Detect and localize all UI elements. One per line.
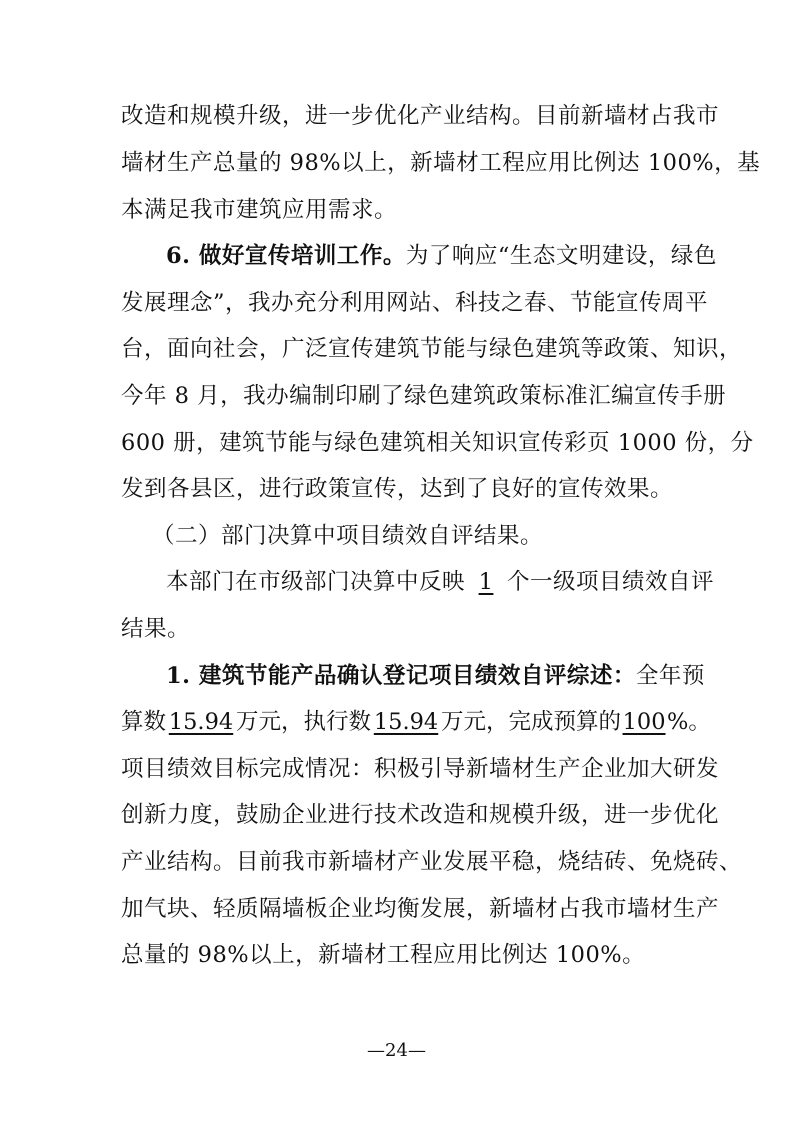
paragraph-4-heading: 1. 建筑节能产品确认登记项目绩效自评综述：	[166, 663, 636, 689]
completion-label: 万元，完成预算的	[441, 709, 622, 735]
paragraph-2-line-3: 台，面向社会，广泛宣传建筑节能与绿色建筑等政策、知识，	[121, 336, 743, 362]
paragraph-2-line-4: 今年 8 月，我办编制印刷了绿色建筑政策标准汇编宣传手册	[121, 383, 727, 409]
paragraph-4-line-6: 加气块、轻质隔墙板企业均衡发展，新墙材占我市墙材生产	[121, 896, 720, 922]
paragraph-4-line-1	[166, 661, 705, 691]
paragraph-3-line-2: 结果。	[121, 616, 191, 642]
paragraph-3-line-1	[166, 567, 715, 597]
paragraph-3-before: 本部门在市级部门决算中反映	[166, 569, 466, 595]
paragraph-2-heading: 6. 做好宣传培训工作。	[166, 243, 406, 269]
paragraph-3-after: 个一级项目绩效自评	[507, 569, 715, 595]
paragraph-4-line-7: 总量的 98%以上，新墙材工程应用比例达 100%。	[121, 942, 646, 968]
paragraph-4-line-3: 项目绩效目标完成情况：积极引导新墙材生产企业加大研发	[121, 756, 720, 782]
paragraph-1-line-3: 本满足我市建筑应用需求。	[121, 197, 398, 223]
paragraph-2-line-1	[166, 241, 717, 271]
page-number: —24—	[367, 1040, 426, 1061]
paragraph-4-line-1-rest: 全年预	[635, 663, 705, 689]
section-heading: （二）部门决算中项目绩效自评结果。	[152, 523, 544, 549]
paragraph-2-line-1-rest: 为了响应“生态文明建设，绿色	[405, 243, 717, 269]
paragraph-1-line-2: 墙材生产总量的 98%以上，新墙材工程应用比例达 100%，基	[121, 150, 761, 176]
completion-percent-value: 100	[622, 709, 666, 735]
budget-label: 算数	[121, 709, 167, 735]
project-count-value: 1	[478, 569, 494, 595]
paragraph-2-line-2: 发展理念”，我办充分利用网站、科技之春、节能宣传周平	[121, 290, 709, 316]
executed-label: 万元，执行数	[236, 709, 372, 735]
executed-value: 15.94	[373, 709, 439, 735]
budget-value: 15.94	[168, 709, 234, 735]
paragraph-2-line-6: 发到各县区，进行政策宣传，达到了良好的宣传效果。	[121, 476, 674, 502]
completion-percent-suffix: %。	[667, 709, 711, 735]
paragraph-4-line-5: 产业结构。目前我市新墙材产业发展平稳，烧结砖、免烧砖、	[121, 849, 743, 875]
paragraph-4-line-4: 创新力度，鼓励企业进行技术改造和规模升级，进一步优化	[121, 802, 720, 828]
paragraph-2-line-5: 600 册，建筑节能与绿色建筑相关知识宣传彩页 1000 份，分	[121, 430, 754, 456]
paragraph-1-line-1: 改造和规模升级，进一步优化产业结构。目前新墙材占我市	[121, 103, 720, 129]
paragraph-4-line-2	[121, 707, 711, 737]
